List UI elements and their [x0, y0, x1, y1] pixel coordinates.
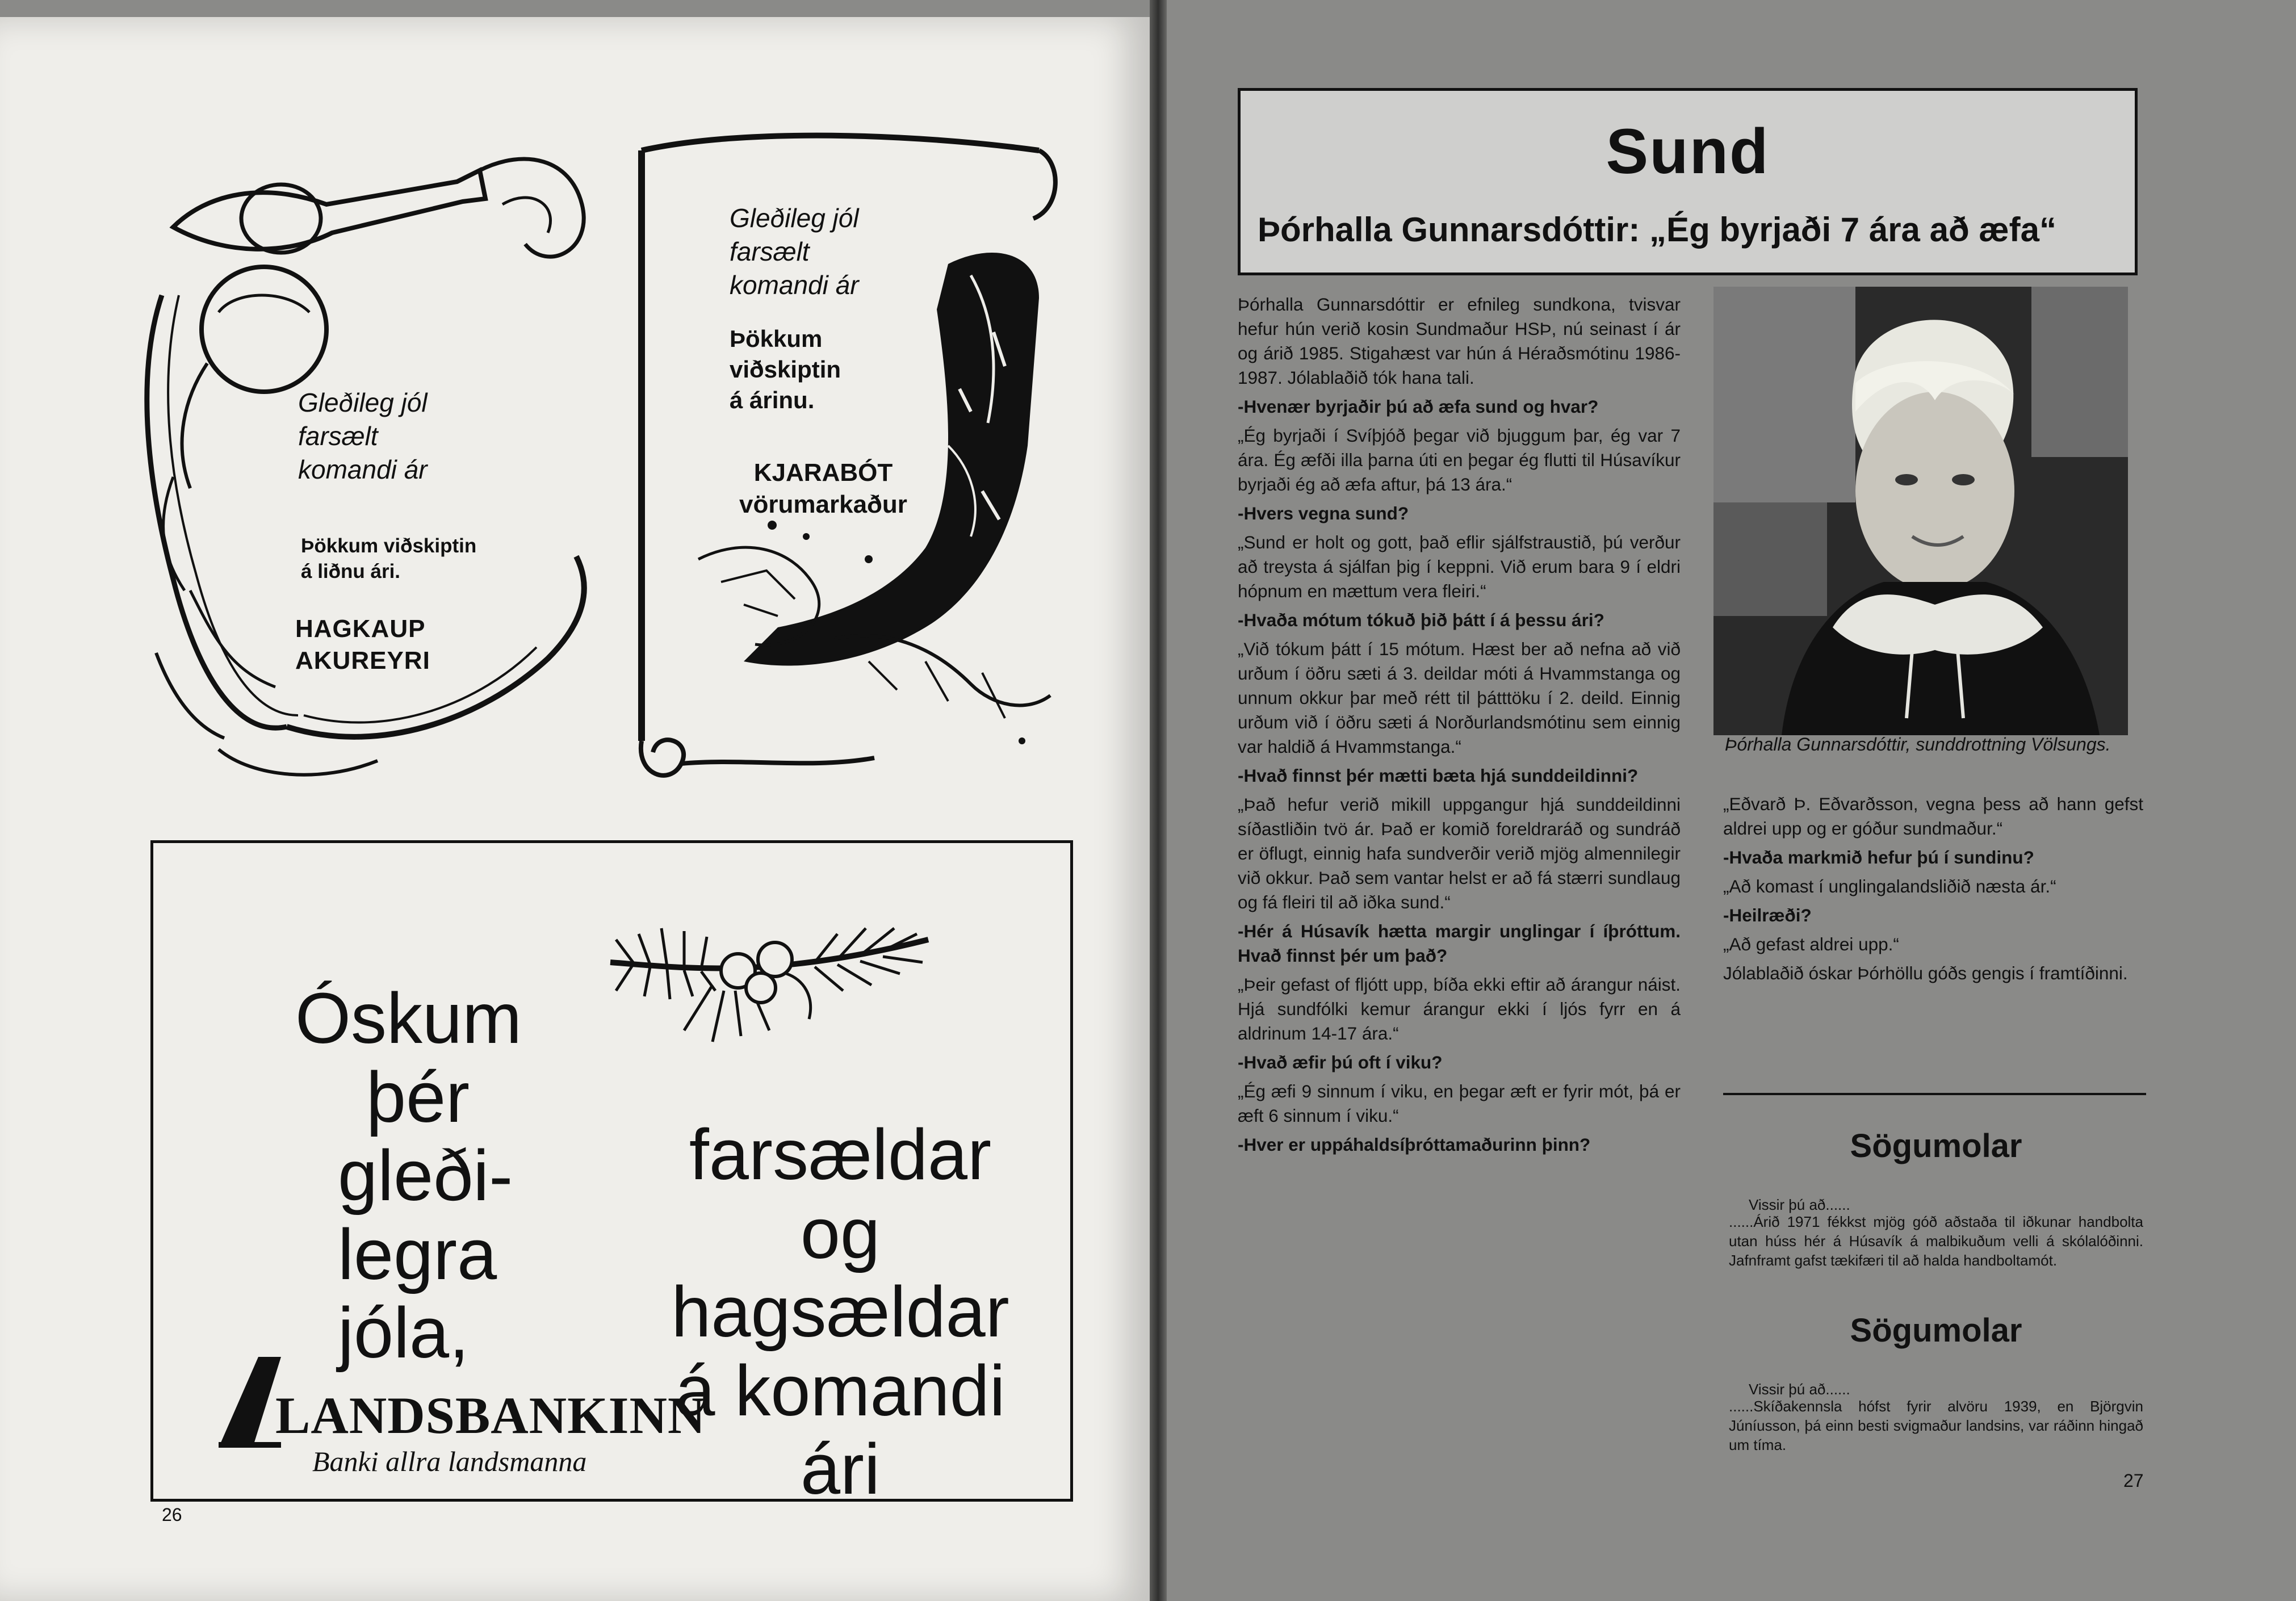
question: -Hver er uppáhaldsíþróttamaðurinn þinn?: [1238, 1134, 1591, 1155]
hagkaup-company: HAGKAUP AKUREYRI: [295, 615, 430, 675]
sogumolar-lead-2: Vissir þú að......: [1749, 1381, 1850, 1398]
sogumolar-lead-1: Vissir þú að......: [1749, 1196, 1850, 1213]
question: -Hér á Húsavík hætta margir unglingar í íþróttum. Hvað finnst þér um það?: [1238, 921, 1681, 966]
ad-landsbanki: [150, 840, 1073, 1510]
article-column-2: [1723, 792, 2143, 990]
answer: „Að komast í unglingalandsliðið næsta ár.“: [1723, 876, 2056, 896]
sogumolar-title-1: Sögumolar: [1850, 1128, 2022, 1164]
portrait-photo: [1713, 287, 2128, 735]
question: -Hvað finnst þér mætti bæta hjá sunddeildinni?: [1238, 765, 1639, 786]
book-spine: [1150, 0, 1167, 1601]
article-column-1: [1238, 292, 1681, 1162]
question: -Hvað æfir þú oft í viku?: [1238, 1052, 1443, 1072]
interview-item: [1238, 1133, 1681, 1157]
answer: „Við tókum þátt í 15 mótum. Hæst ber að nefna að við urðum í öðru sæti á 3. deildar móti á Hvammstanga og unnum okkur þar með rétt til þátttöku í 2. deild. Einnig urðum við í öðru sæti á Norðurlandsmótinu sem einnig var haldið á Hvammstanga.“: [1238, 639, 1681, 757]
article-header: [1238, 88, 2138, 275]
interview-item: [1238, 608, 1681, 759]
landsbanki-right-lines: farsældar og hagsældar á komandi ári: [671, 1114, 1009, 1510]
sogumolar-title-2: Sögumolar: [1850, 1312, 2022, 1349]
answer: „Sund er holt og gott, það eflir sjálfstraustið, þú verður að treysta á sjálfan þig í keppni. Við erum bara 9 í eldri hópnum en mættum vera fleiri.“: [1238, 532, 1681, 601]
sogumolar-text-2: ......Skíðakennsla hófst fyrir alvöru 1939, en Björgvin Júníusson, þá einn besti svigmaður landsins, var ráðinn hingað um tíma.: [1729, 1398, 2143, 1453]
question: -Hvaða markmið hefur þú í sundinu?: [1723, 847, 2034, 867]
photo-caption: Þórhalla Gunnarsdóttir, sunddrottning Völsungs.: [1725, 734, 2111, 755]
interview-item: [1238, 919, 1681, 1046]
landsbanki-logo: [219, 1357, 281, 1448]
hagkaup-thanks: Þökkum viðskiptin á liðnu ári.: [301, 535, 477, 582]
answer: „Ég byrjaði í Svíþjóð þegar við bjuggum þar, ég var 7 ára. Ég æfði illa þarna úti en þegar ég flutti til Húsavíkur byrjaði ég að æfa aftur, þá 13 ára.“: [1238, 425, 1681, 494]
answer: „Ég æfi 9 sinnum í viku, en þegar æft er fyrir mót, þá er æft 6 sinnum í viku.“: [1238, 1081, 1681, 1126]
article-headline: Þórhalla Gunnarsdóttir: „Ég byrjaði 7 ára að æfa“: [1258, 211, 2056, 249]
kjarabot-greeting: Gleðileg jól farsælt komandi ár: [730, 203, 859, 300]
question: -Hvers vegna sund?: [1238, 503, 1409, 523]
intro-paragraph: Þórhalla Gunnarsdóttir er efnileg sundkona, tvisvar hefur hún verið kosin Sundmaður HSÞ, nú seinast í ár og árið 1985. Stigahæst var hún á Héraðsmótinu 1986-1987. Jólablaðið tók hana tali.: [1238, 294, 1681, 388]
sogumolar-text-1: ......Árið 1971 fékkst mjög góð aðstaða til iðkunar handbolta utan húss hér á Húsavík á malbikuðum velli á skólalóðinni. Jafnframt gafst tækifæri til að halda handboltamót.: [1729, 1213, 2143, 1269]
question: -Hvaða mótum tókuð þið þátt í á þessu ári?: [1238, 610, 1604, 630]
landsbanki-left-lines: Óskum þér gleði- legra jóla,: [295, 978, 522, 1373]
closing-line: Jólablaðið óskar Þórhöllu góðs gengis í framtíðinni.: [1723, 963, 2128, 983]
answer: „Eðvarð Þ. Eðvarðsson, vegna þess að hann gefst aldrei upp og er góður sundmaður.“: [1723, 794, 2143, 839]
question: -Heilræði?: [1723, 905, 1812, 925]
kjarabot-company: KJARABÓT vörumarkaður: [739, 459, 907, 519]
ad-hagkaup: [139, 125, 605, 800]
answer: „Það hefur verið mikill uppgangur hjá sunddeildinni síðastliðin tvö ár. Það er komið foreldraráð og sundráð er öflugt, einnig hafa sundverðir verið mjög almennilegir við okkur. Það sem vantar helst er að fá stærri sundlaug og fá fleiri til að iðka sund.“: [1238, 794, 1681, 912]
page-number-right: 27: [2123, 1470, 2144, 1491]
question: -Hvenær byrjaðir þú að æfa sund og hvar?: [1238, 396, 1599, 417]
section-divider: [1723, 1093, 2146, 1095]
ad-kjarabot: [630, 128, 1073, 809]
left-page: [0, 17, 1150, 1601]
kjarabot-thanks: Þökkum viðskiptin á árinu.: [730, 325, 841, 413]
hagkaup-greeting: Gleðileg jól farsælt komandi ár: [298, 388, 428, 484]
answer: „Þeir gefast of fljótt upp, bíða ekki eftir að árangur náist. Hjá sundfólki kemur árangur ekki í ljós fyrr en á aldrinum 14-17 ára.“: [1238, 974, 1681, 1043]
interview-item: [1238, 501, 1681, 603]
answer: „Að gefast aldrei upp.“: [1723, 934, 1899, 954]
pine-branch-ornament: [599, 906, 940, 1053]
interview-item: [1238, 764, 1681, 915]
bank-slogan: Banki allra landsmanna: [312, 1445, 587, 1477]
page-number-left: 26: [162, 1504, 182, 1525]
section-title: Sund: [1606, 116, 1770, 187]
bank-name: LANDSBANKINN: [275, 1386, 706, 1444]
interview-item: [1238, 395, 1681, 497]
swimmer-portrait: [1713, 287, 2128, 735]
interview-item: [1238, 1050, 1681, 1128]
